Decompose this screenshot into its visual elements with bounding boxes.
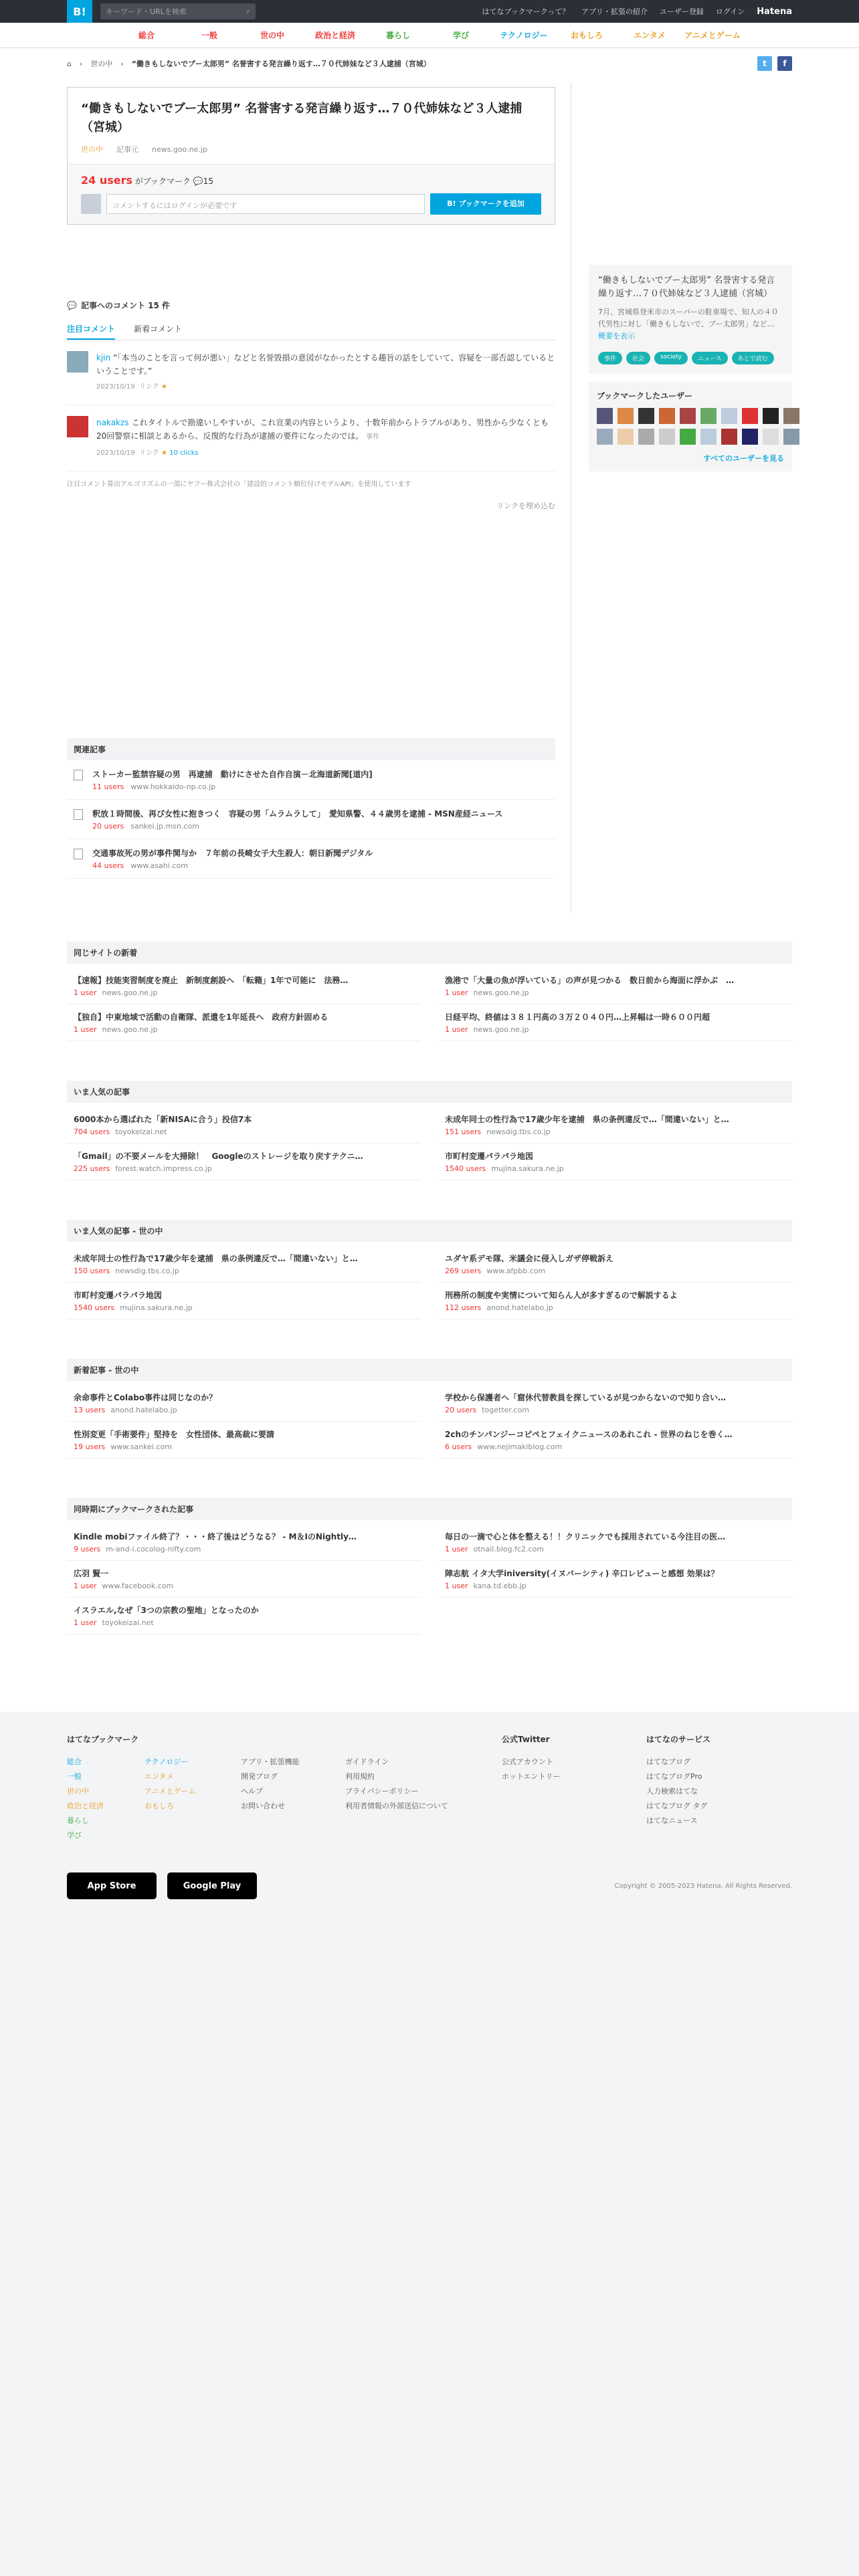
footer-cat[interactable]: 総合 — [67, 1757, 82, 1766]
tag-item[interactable]: society — [654, 352, 688, 364]
user-icon[interactable] — [742, 429, 758, 445]
item-domain[interactable]: forest.watch.impress.co.jp — [115, 1164, 212, 1173]
list-item — [67, 1107, 421, 1144]
avatar — [81, 194, 101, 214]
item-domain[interactable]: newsdig.tbs.co.jp — [115, 1267, 179, 1275]
related-users[interactable]: 44 users — [92, 861, 124, 870]
all-users-link[interactable]: すべてのユーザーを見る — [703, 454, 784, 463]
footer-cat[interactable]: 一般 — [67, 1772, 82, 1781]
list-item — [438, 968, 792, 1004]
related-title[interactable]: 釈放１時間後、再び女性に抱きつく 容疑の男「ムラムラして」 愛知県警、４４歳男を逮捕 - MSN産経ニュース — [92, 809, 503, 819]
item-title[interactable]: 【速報】技能実習制度を廃止 新制度創設へ 「転籍」1年で可能に 法務… — [74, 976, 349, 985]
footer-cat[interactable]: 世の中 — [67, 1787, 89, 1796]
top-link-about[interactable]: はてなブックマークって？ — [482, 7, 570, 16]
item-users[interactable]: 1 user — [445, 988, 468, 997]
tab-new-comments[interactable]: 新着コメント — [134, 324, 183, 334]
related-item — [67, 760, 555, 800]
item-domain[interactable]: toyokeizai.net — [115, 1128, 167, 1136]
user-icon[interactable] — [617, 429, 634, 445]
item-users[interactable]: 112 users — [445, 1303, 482, 1312]
related-domain[interactable]: sankei.jp.msn.com — [130, 822, 199, 831]
list-item — [438, 1561, 792, 1598]
search-icon[interactable]: ⌕ — [246, 7, 250, 15]
top-bar — [0, 0, 859, 23]
footer-cat[interactable]: アニメとゲーム — [145, 1787, 196, 1796]
breadcrumb — [0, 53, 859, 74]
footer-link[interactable]: はてなブログ タグ — [646, 1802, 708, 1810]
footer-cat[interactable]: テクノロジー — [145, 1757, 189, 1766]
star-icon[interactable]: ★ — [161, 383, 167, 391]
document-icon — [74, 770, 83, 780]
item-domain[interactable]: www.nejimakiblog.com — [477, 1442, 563, 1451]
document-icon — [74, 809, 83, 820]
item-users[interactable]: 1 user — [74, 1025, 97, 1034]
user-icon[interactable] — [721, 429, 737, 445]
popular-section — [67, 1081, 792, 1180]
item-users[interactable]: 704 users — [74, 1128, 110, 1136]
sidebar — [589, 83, 792, 471]
embed-link[interactable]: リンクを埋め込む — [496, 502, 555, 510]
app-store-badge[interactable]: App Store — [67, 1872, 157, 1899]
entry-category[interactable]: 世の中 — [81, 145, 103, 154]
popular-world-heading: いま人気の記事 - 世の中 — [67, 1220, 792, 1242]
related-title[interactable]: 交通事故死の男が事件関与か ７年前の長崎女子大生殺人：朝日新聞デジタル — [92, 849, 373, 858]
item-title[interactable]: 【独自】中東地域で活動の自衛隊、派遣を1年延長へ 政府方針固める — [74, 1012, 328, 1022]
item-users[interactable]: 269 users — [445, 1267, 482, 1275]
breadcrumb-title: “働きもしないでブー太郎男” 名誉害する発言繰り返す…７０代姉妹など３人逮捕（宮城） — [131, 60, 431, 68]
cat-life[interactable]: 暮らし — [385, 31, 410, 40]
item-title[interactable]: 2chのチンパンジーコピペとフェイクニュースのあれこれ - 世界のねじを巻く… — [445, 1430, 733, 1439]
bookmark-users-heading: ブックマークしたユーザー — [597, 391, 693, 401]
user-icon[interactable] — [700, 408, 717, 424]
item-users[interactable]: 1 user — [74, 1582, 97, 1590]
user-icon[interactable] — [617, 408, 634, 424]
list-item — [438, 1004, 792, 1041]
chevron-right-icon: › — [120, 59, 124, 68]
related-users[interactable]: 11 users — [92, 782, 124, 791]
user-icon[interactable] — [638, 408, 654, 424]
footer-cat[interactable]: 暮らし — [67, 1816, 89, 1825]
main-column — [67, 83, 555, 879]
cat-ippan[interactable]: 一般 — [201, 31, 217, 40]
list-item — [67, 1422, 421, 1459]
cat-fun[interactable]: おもしろ — [570, 31, 603, 40]
popular-heading: いま人気の記事 — [67, 1081, 792, 1103]
item-domain[interactable]: news.goo.ne.jp — [473, 1025, 529, 1034]
related-users[interactable]: 20 users — [92, 822, 124, 831]
item-domain[interactable]: www.afpbb.com — [486, 1267, 546, 1275]
item-title[interactable]: 性別変更「手術要件」堅持を 女性団体、最高裁に要請 — [74, 1430, 275, 1439]
related-title[interactable]: ストーカー監禁容疑の男 再逮捕 動けにさせた自作自演－北海道新聞[道内] — [92, 770, 373, 779]
summary-title[interactable]: “働きもしないでブー太郎男” 名誉害する発言繰り返す…７０代姉妹など３人逮捕（宮城） — [598, 276, 775, 299]
cat-entertainment[interactable]: エンタメ — [634, 31, 666, 40]
comments-heading: 記事へのコメント 15 件 — [80, 301, 171, 310]
item-title[interactable]: 市町村変遷パラパラ地図 — [445, 1152, 534, 1161]
footer-link[interactable]: ガイドライン — [345, 1757, 389, 1766]
user-icon[interactable] — [597, 429, 613, 445]
footer-link[interactable]: 開発ブログ — [241, 1772, 278, 1781]
item-title[interactable]: 広羽 賢一 — [74, 1569, 109, 1578]
list-item — [67, 1524, 421, 1561]
item-users[interactable]: 1 user — [74, 988, 97, 997]
same-time-heading: 同時期にブックマークされた記事 — [67, 1498, 792, 1520]
chevron-right-icon: › — [79, 59, 83, 68]
search-input[interactable] — [100, 3, 256, 19]
search-placeholder: キーワード・URLを検索 — [106, 7, 187, 16]
footer — [0, 1712, 859, 2576]
comment-text: “「本当のことを言って何が悪い」などと名誉毀損の意図がなかったとする趣旨の話をしていて、容疑を一部否認しているということです。” — [96, 353, 555, 376]
cat-general[interactable]: 総合 — [138, 31, 155, 40]
item-domain[interactable]: anond.hatelabo.jp — [486, 1303, 553, 1312]
list-item — [67, 1598, 421, 1634]
users-count[interactable]: 24 users — [81, 174, 133, 187]
tag-item[interactable]: あとで読む — [732, 352, 774, 364]
footer-link[interactable]: プライバシーポリシー — [345, 1787, 419, 1796]
user-icon[interactable] — [783, 429, 799, 445]
item-users[interactable]: 6 users — [445, 1442, 472, 1451]
list-item — [67, 1385, 421, 1422]
user-icon[interactable] — [783, 408, 799, 424]
item-title[interactable]: 余命事件とColabo事件は同じなのか？ — [74, 1393, 217, 1402]
related-domain[interactable]: www.asahi.com — [130, 861, 188, 870]
facebook-icon[interactable]: f — [777, 56, 792, 71]
item-users[interactable]: 9 users — [74, 1545, 101, 1553]
cat-anime[interactable]: アニメとゲーム — [684, 31, 741, 40]
user-avatar[interactable] — [67, 416, 88, 437]
footer-cat[interactable]: 政治と経済 — [67, 1802, 104, 1810]
item-domain[interactable]: www.facebook.com — [102, 1582, 174, 1590]
hatena-logo[interactable]: Hatena — [757, 6, 792, 17]
footer-twitter-heading: 公式Twitter — [502, 1735, 550, 1744]
item-users[interactable]: 1 user — [445, 1582, 468, 1590]
related-item — [67, 800, 555, 839]
item-domain[interactable]: m-and-i.cocolog-nifty.com — [106, 1545, 201, 1553]
list-item — [438, 1246, 792, 1283]
item-title[interactable]: 市町村変遷パラパラ地図 — [74, 1291, 163, 1300]
popular-world-section — [67, 1220, 792, 1319]
tab-popular-comments[interactable]: 注目コメント — [67, 319, 115, 340]
entry-box — [67, 87, 555, 225]
footer-link[interactable]: 利用者情報の外部送信について — [345, 1802, 448, 1810]
related-heading: 関連記事 — [67, 738, 555, 760]
user-icon[interactable] — [659, 408, 675, 424]
comment-tag[interactable]: 事件 — [366, 433, 380, 441]
show-summary-link[interactable]: 概要を表示 — [598, 332, 635, 340]
item-title[interactable]: 日経平均、終値は３８１円高の３万２０４０円…上昇幅は一時６００円超 — [445, 1012, 710, 1022]
new-world-heading: 新着記事 - 世の中 — [67, 1359, 792, 1381]
comment-icon: 💬 — [67, 300, 77, 310]
new-world-section — [67, 1359, 792, 1459]
tag-item[interactable]: 事件 — [598, 352, 622, 364]
user-icon[interactable] — [742, 408, 758, 424]
item-domain[interactable]: news.goo.ne.jp — [473, 988, 529, 997]
top-link-login[interactable]: ログイン — [715, 7, 745, 16]
footer-link[interactable]: ヘルプ — [241, 1787, 263, 1796]
item-users[interactable]: 1540 users — [74, 1303, 115, 1312]
list-item — [67, 1246, 421, 1283]
list-item — [67, 1561, 421, 1598]
item-users[interactable]: 19 users — [74, 1442, 106, 1451]
item-title[interactable]: 6000本から選ばれた「新NISAに合う」投信7本 — [74, 1115, 252, 1124]
comment-icon: 💬 — [193, 177, 203, 186]
comment-note: 注目コメント算出アルゴリズムの一部にヤフー株式会社の「建設的コメント順位付けモデルAPI」を使用しています — [67, 481, 411, 488]
tag-item[interactable]: ニュース — [692, 352, 728, 364]
comment-count: 15 — [203, 177, 214, 186]
item-users[interactable]: 1 user — [445, 1545, 468, 1553]
bookmark-users — [589, 382, 792, 471]
bookmark-logo[interactable]: B! — [67, 0, 92, 23]
footer-link[interactable]: 利用規約 — [345, 1772, 375, 1781]
footer-link[interactable]: ホットエントリー — [502, 1772, 561, 1781]
top-link-apps[interactable]: アプリ・拡張の紹介 — [581, 7, 648, 16]
list-item — [67, 1144, 421, 1180]
item-title[interactable]: 未成年同士の性行為で17歳少年を逮捕 県の条例違反で…「間違いない」と… — [74, 1254, 358, 1263]
item-title[interactable]: 漁港で「大量の魚が浮いている」の声が見つかる 数日前から海面に浮かぶ … — [445, 976, 735, 985]
item-domain[interactable]: www.sankei.com — [110, 1442, 172, 1451]
item-domain[interactable]: otnail.blog.fc2.com — [473, 1545, 545, 1553]
comment-text: これタイトルで勘違いしやすいが、これ宣業の内容というより、十数年前からトラブルがあり、男性から少なくとも20回警察に相談とあるから、反復的な行為が逮捕の要件になったのでは。 — [96, 418, 549, 441]
entry-summary — [589, 265, 792, 374]
item-domain[interactable]: toyokeizai.net — [102, 1618, 154, 1627]
twitter-icon[interactable]: t — [757, 56, 772, 71]
footer-link[interactable]: アプリ・拡張機能 — [241, 1757, 300, 1766]
users-suffix: がブックマーク — [134, 177, 191, 186]
comment-link[interactable]: リンク — [139, 383, 159, 391]
item-users[interactable]: 1 user — [445, 1025, 468, 1034]
entry-source-label: 記事元 — [116, 145, 138, 154]
item-users[interactable]: 1 user — [74, 1618, 97, 1627]
user-icon[interactable] — [659, 429, 675, 445]
item-title[interactable]: ユダヤ系デモ隊、米議会に侵入しガザ停戦訴え — [445, 1254, 614, 1263]
document-icon — [74, 849, 83, 859]
entry-domain[interactable]: news.goo.ne.jp — [152, 144, 207, 154]
item-users[interactable]: 1540 users — [445, 1164, 486, 1173]
list-item — [438, 1524, 792, 1561]
cat-learn[interactable]: 学び — [452, 31, 469, 40]
item-domain[interactable]: news.goo.ne.jp — [102, 988, 158, 997]
user-icon[interactable] — [680, 429, 696, 445]
same-site-section — [67, 942, 792, 1041]
item-domain[interactable]: mujina.sakura.ne.jp — [120, 1303, 193, 1312]
list-item — [438, 1422, 792, 1459]
comment-user[interactable]: kjin — [96, 353, 111, 362]
item-title[interactable]: 毎日の一滴で心と体を整える！！クリニックでも採用されている今注目の医… — [445, 1532, 726, 1541]
item-title[interactable]: イスラエル,なぜ「3つの宗教の聖地」となったのか — [74, 1606, 259, 1615]
cat-tech[interactable]: テクノロジー — [500, 31, 548, 40]
footer-cat[interactable]: 学び — [67, 1831, 82, 1840]
home-icon[interactable]: ⌂ — [67, 59, 72, 68]
user-icon[interactable] — [763, 429, 779, 445]
add-bookmark-button[interactable]: B! ブックマークを追加 — [430, 193, 541, 215]
top-link-register[interactable]: ユーザー登録 — [659, 7, 704, 16]
list-item — [67, 968, 421, 1004]
item-users[interactable]: 20 users — [445, 1406, 477, 1414]
list-item — [67, 1004, 421, 1041]
item-users[interactable]: 225 users — [74, 1164, 110, 1173]
list-item — [438, 1107, 792, 1144]
comment-item — [67, 405, 555, 471]
comment-date[interactable]: 2023/10/19 — [96, 383, 135, 391]
cat-world[interactable]: 世の中 — [260, 31, 284, 40]
comment-item — [67, 340, 555, 405]
footer-link[interactable]: 人力検索はてな — [646, 1787, 698, 1796]
summary-desc: 7月、宮城県登米市のスーパーの駐車場で、知人の４０代男性に対し「働きもしないで、ブー太郎男」など… — [598, 308, 779, 328]
item-users[interactable]: 13 users — [74, 1406, 106, 1414]
footer-link[interactable]: はてなブログ — [646, 1757, 690, 1766]
related-item — [67, 839, 555, 879]
item-title[interactable]: Kindle mobiファイル終了？・・・終了後はどうなる？ - M＆IのNightly… — [74, 1532, 357, 1541]
comment-input[interactable]: コメントするにはログインが必要です — [106, 194, 425, 214]
user-icon[interactable] — [763, 408, 779, 424]
footer-link[interactable]: 公式アカウント — [502, 1757, 553, 1766]
list-item — [438, 1283, 792, 1319]
item-domain[interactable]: mujina.sakura.ne.jp — [491, 1164, 564, 1173]
footer-link[interactable]: お問い合わせ — [241, 1802, 285, 1810]
item-users[interactable]: 150 users — [74, 1267, 110, 1275]
user-avatar[interactable] — [67, 351, 88, 372]
list-item — [67, 1283, 421, 1319]
list-item — [438, 1385, 792, 1422]
footer-bm-heading: はてなブックマーク — [67, 1735, 139, 1744]
item-title[interactable]: 陣志航 イタ大学iniversity(イヌバーシティ) 辛口レビューと感想 効果は？ — [445, 1569, 719, 1578]
comment-date[interactable]: 2023/10/19 — [96, 449, 135, 457]
footer-cat[interactable]: おもしろ — [145, 1802, 174, 1810]
same-time-section — [67, 1498, 792, 1634]
tag-item[interactable]: 社会 — [626, 352, 650, 364]
user-icon[interactable] — [721, 408, 737, 424]
item-title[interactable]: 未成年同士の性行為で17歳少年を逮捕 県の条例違反で…「間違いない」と… — [445, 1115, 729, 1124]
footer-link[interactable]: はてなニュース — [646, 1816, 698, 1825]
star-icon[interactable]: ★ — [161, 449, 167, 457]
item-title[interactable]: 「Gmail」の不要メールを大掃除！ Googleのストレージを取り戻すテクニ… — [74, 1152, 363, 1161]
user-icon[interactable] — [680, 408, 696, 424]
item-title[interactable]: 学校から保護者へ「窟休代替教員を探しているが見つからないので知り合い… — [445, 1393, 727, 1402]
item-domain[interactable]: newsdig.tbs.co.jp — [486, 1128, 551, 1136]
item-domain[interactable]: news.goo.ne.jp — [102, 1025, 158, 1034]
cat-economy[interactable]: 政治と経済 — [314, 31, 355, 40]
same-site-heading: 同じサイトの新着 — [67, 942, 792, 964]
item-domain[interactable]: kana.td.ebb.jp — [473, 1582, 527, 1590]
related-domain[interactable]: www.hokkaido-np.co.jp — [130, 782, 216, 791]
copyright: Copyright © 2005-2023 Hatena. All Rights Reserved. — [614, 1883, 792, 1890]
footer-link[interactable]: はてなブログPro — [646, 1772, 702, 1781]
item-title[interactable]: 刑務所の制度や実情について知らん人が多すぎるので解説するよ — [445, 1291, 678, 1300]
entry-title[interactable]: “働きもしないでブー太郎男” 名誉害する発言繰り返す…７０代姉妹など３人逮捕（宮城） — [81, 102, 522, 134]
related-articles — [67, 738, 555, 879]
breadcrumb-category[interactable]: 世の中 — [90, 60, 113, 68]
comment-clicks[interactable]: 10 clicks — [169, 449, 199, 457]
comment-link[interactable]: リンク — [139, 449, 159, 457]
item-domain[interactable]: anond.hatelabo.jp — [110, 1406, 177, 1414]
list-item — [438, 1144, 792, 1180]
category-nav — [0, 23, 859, 48]
user-icon[interactable] — [638, 429, 654, 445]
item-domain[interactable]: togetter.com — [482, 1406, 529, 1414]
footer-cat[interactable]: エンタメ — [145, 1772, 174, 1781]
item-users[interactable]: 151 users — [445, 1128, 482, 1136]
google-play-badge[interactable]: Google Play — [167, 1872, 257, 1899]
comment-user[interactable]: nakakzs — [96, 418, 129, 427]
footer-services-heading: はてなのサービス — [646, 1735, 711, 1744]
user-icon[interactable] — [597, 408, 613, 424]
user-icon[interactable] — [700, 429, 717, 445]
